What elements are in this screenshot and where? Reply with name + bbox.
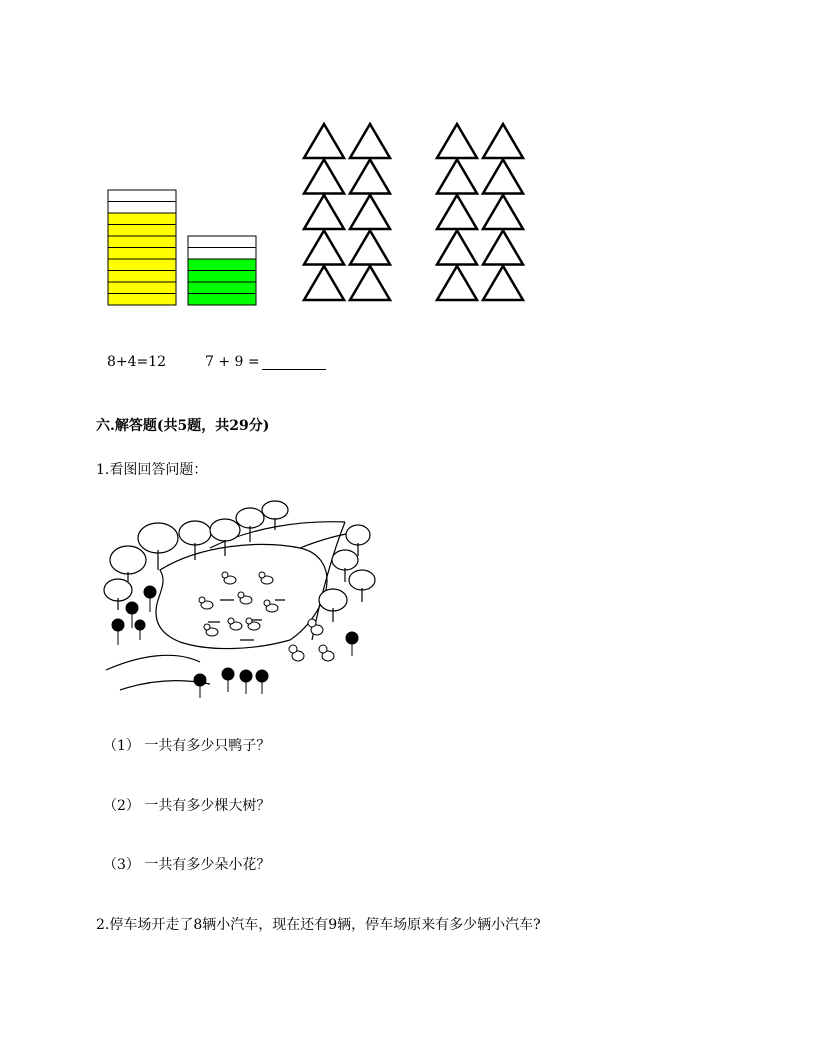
tree-icon: [349, 570, 375, 602]
triangle-icon: [304, 124, 344, 158]
tree-icon: [210, 519, 240, 556]
duck-icon: [228, 618, 242, 630]
triangle-icon: [350, 124, 390, 158]
tree-icon: [110, 546, 146, 590]
triangle-icon: [350, 231, 390, 265]
tree-icon: [262, 501, 288, 530]
yellow-block: [108, 282, 176, 294]
green-block: [188, 294, 256, 306]
flower-icon: [222, 668, 234, 692]
yellow-block: [108, 294, 176, 306]
section-title: 六.解答题(共5题，共29分): [96, 418, 270, 434]
duck-icon: [308, 619, 323, 635]
triangle-icon: [483, 195, 523, 229]
tree-icon: [236, 508, 264, 542]
yellow-block: [108, 225, 176, 237]
equation-right-text: 7 + 9 =: [205, 354, 260, 370]
counting-figure: [0, 0, 816, 340]
triangle-icon: [304, 266, 344, 300]
question-flowers: （3） 一共有多少朵小花？: [103, 857, 271, 873]
yellow-block: [108, 259, 176, 271]
yellow-block: [108, 271, 176, 283]
empty-block: [108, 202, 176, 214]
triangle-icon: [350, 160, 390, 194]
flower-icon: [256, 670, 268, 694]
green-block: [188, 259, 256, 271]
problem-2-prompt: 2.停车场开走了8辆小汽车，现在还有9辆，停车场原来有多少辆小汽车?: [96, 917, 541, 933]
problem-1-prompt: 1.看图回答问题：: [96, 462, 208, 478]
duck-icon: [204, 624, 218, 636]
green-block: [188, 282, 256, 294]
empty-block: [108, 190, 176, 202]
equation-right: [205, 354, 326, 370]
yellow-block: [108, 236, 176, 248]
triangle-icon: [437, 195, 477, 229]
duck-icon: [259, 572, 273, 584]
triangle-icon: [350, 266, 390, 300]
triangle-icon: [483, 266, 523, 300]
answer-blank: [262, 355, 326, 370]
triangle-icon: [304, 160, 344, 194]
question-trees: （2） 一共有多少棵大树？: [103, 798, 271, 814]
flower-icon: [194, 674, 206, 698]
duck-icon: [222, 572, 236, 584]
triangle-icon: [483, 160, 523, 194]
empty-block: [188, 236, 256, 248]
flower-icon: [112, 619, 124, 645]
duck-icon: [246, 618, 260, 630]
tree-icon: [319, 589, 347, 622]
duck-icon: [238, 592, 252, 604]
flower-icon: [240, 670, 252, 694]
yellow-block: [108, 213, 176, 225]
triangle-icon: [483, 124, 523, 158]
triangle-icon: [350, 195, 390, 229]
triangle-icon: [437, 160, 477, 194]
tree-icon: [332, 550, 358, 582]
flower-icon: [135, 620, 145, 640]
duck-icon: [264, 600, 278, 612]
duck-icon: [199, 597, 213, 609]
tree-icon: [138, 523, 178, 570]
empty-block: [188, 248, 256, 260]
question-ducks: （1） 一共有多少只鸭子？: [103, 738, 271, 754]
flower-icon: [144, 586, 156, 612]
triangle-icon: [483, 231, 523, 265]
equation-left: 8+4=12: [107, 354, 167, 370]
triangle-icon: [304, 195, 344, 229]
yellow-block: [108, 248, 176, 260]
flower-icon: [346, 632, 358, 656]
duck-icon: [289, 645, 304, 661]
duck-icon: [319, 645, 334, 661]
triangle-icon: [437, 231, 477, 265]
flower-icon: [126, 602, 138, 628]
triangle-icon: [437, 124, 477, 158]
tree-icon: [104, 579, 132, 610]
tree-icon: [179, 521, 211, 560]
green-block: [188, 271, 256, 283]
triangle-icon: [437, 266, 477, 300]
tree-icon: [346, 525, 370, 556]
triangle-icon: [304, 231, 344, 265]
